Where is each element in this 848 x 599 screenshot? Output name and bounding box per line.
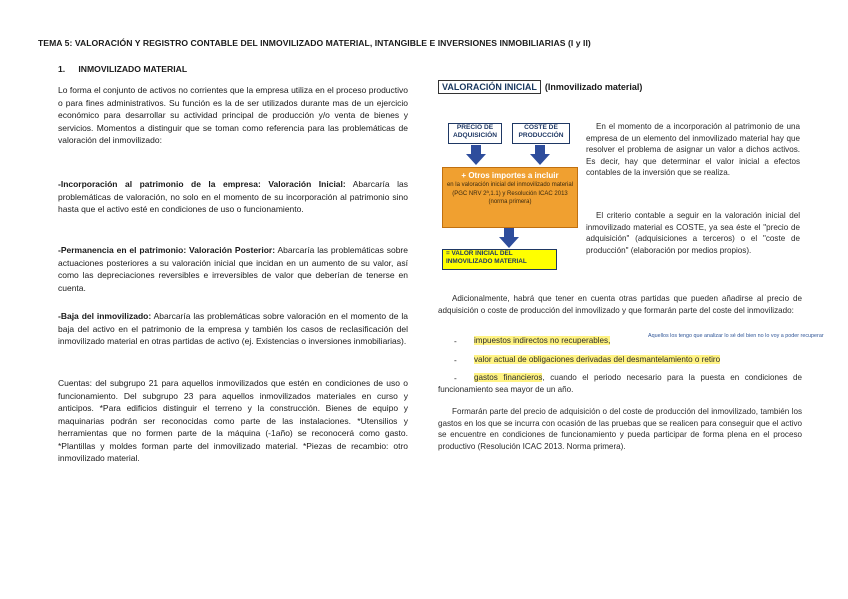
valuation-heading xyxy=(438,80,642,94)
bullet-dash: - xyxy=(454,373,457,383)
bullet-item-dismantling: valor actual de obligaciones derivadas del desmantelamiento o retiro xyxy=(474,355,721,364)
production-cost-box: COSTE DE PRODUCCIÓN xyxy=(512,123,570,144)
down-arrow-icon xyxy=(499,228,519,248)
intro-paragraph: Lo forma el conjunto de activos no corrientes que la empresa utiliza en el proceso productivo o para fines administrativos. Su función es la de ser utilizados durante mas de un ejercicio económico para desarrollar su actividad principal de producción y/o venta de bienes y servicios. Momentos a distinguir que se toman como referencia para las problemáticas de valoración del inmovilizado: xyxy=(58,85,408,145)
other-amounts-heading: + Otros importes a incluir xyxy=(461,171,559,180)
right-paragraph-2: El criterio contable a seguir en la valoración inicial del inmovilizado material es COSTE, ya sea éste el "precio de adquisición" (adquisiciones a terceros) o el "coste de producción" (elaboración por medios propios). xyxy=(586,211,800,255)
other-amounts-text: en la valoración inicial del inmovilizado material (PGC NRV 2ª,1.1) y Resolución ICAC 2013 (norma primera) xyxy=(446,182,574,205)
section-title: INMOVILIZADO MATERIAL xyxy=(78,64,188,74)
valuation-heading-subtitle: (Inmovilizado material) xyxy=(544,82,643,92)
bullet-item-financial: gastos financieros, cuando el periodo necesario para la puesta en condiciones de funcionamiento sea mayor de un año. xyxy=(438,373,802,394)
accounts-paragraph: Cuentas: del subgrupo 21 para aquellos inmovilizados que estén en condiciones de uso o funcionamiento. Del subgrupo 23 para aquellos inmovilizados materiales en curso y anticipos. *Para edificios distinguir el terreno y la construcción. Bienes de equipo y maquinarias podrán ser reconocidas como parte de las instalaciones. *Utensilios y herramientas que no formen parte de la máquina (-1año) se reconocerá como gasto. *Plantillas y moldes forman parte del inmovilizado material. *Piezas de recambio: otro inmovilizado material. xyxy=(58,378,408,463)
down-arrow-icon xyxy=(466,145,486,165)
valuation-heading-box: VALORACIÓN INICIAL xyxy=(438,80,541,94)
right-paragraph-4: Formarán parte del precio de adquisición o del coste de producción del inmovilizado, también los gastos en los que se incurra con ocasión de las pruebas que se realicen para conseguir que el activo se encuentre en condiciones de funcionamiento y pueda participar de forma plena en el proceso productivo (Resolución ICAC 2013. Norma primera). xyxy=(438,407,802,451)
right-paragraph-1: En el momento de a incorporación al patrimonio de una empresa de un elemento del inmovilizado material hay que resolver el problema de asignar un valor a dichos activos. Es decir, hay que determinar el valor inicial a efectos contables de la inversión que se realiza. xyxy=(586,122,800,178)
document-title: TEMA 5: VALORACIÓN Y REGISTRO CONTABLE DEL INMOVILIZADO MATERIAL, INTANGIBLE E INVERSIONES INMOBILIARIAS (I y II) xyxy=(38,38,591,48)
purchase-price-box: PRECIO DE ADQUISICIÓN xyxy=(448,123,502,144)
initial-value-box: = VALOR INICIAL DEL INMOVILIZADO MATERIAL xyxy=(442,249,557,270)
later-valuation-paragraph: -Permanencia en el patrimonio: Valoración Posterior: Abarcaría las problemáticas sobre actuaciones posteriores a su valoración inicial que incidan en un aumento de su valor, así como las depreciaciones reversibles e irreversibles de valor que deberían de tenerse en cuenta. xyxy=(58,245,408,293)
other-amounts-box xyxy=(442,167,578,228)
bullet-dash: - xyxy=(454,355,457,365)
down-arrow-icon xyxy=(530,145,550,165)
handwritten-note: Aquellos los tengo que analizar lo sé del bien no lo voy a poder recuperar xyxy=(648,333,824,339)
initial-valuation-paragraph: -Incorporación al patrimonio de la empresa: Valoración Inicial: Abarcaría las problemáticas de valoración, no solo en el momento de su incorporación al patrimonio sino hasta que el activo esté en condiciones de uso o funcionamiento. xyxy=(58,179,408,214)
disposal-paragraph: -Baja del inmovilizado: Abarcaría las problemáticas sobre valoración en el momento de la baja del activo en el patrimonio de la empresa y también los casos de reclasificación del inmovilizado material en otras partidas de activo (ej. Existencias o inversiones inmobiliarias). xyxy=(58,311,408,346)
bullet-item-taxes: impuestos indirectos no recuperables, xyxy=(474,336,611,345)
right-paragraph-3: Adicionalmente, habrá que tener en cuenta otras partidas que pueden añadirse al precio de adquisición o coste de producción del inmovilizado y que formarán parte del coste del inmovilizado: xyxy=(438,294,802,315)
section-number: 1. xyxy=(58,64,66,74)
bullet-dash: - xyxy=(454,336,457,346)
section-heading xyxy=(58,64,187,74)
